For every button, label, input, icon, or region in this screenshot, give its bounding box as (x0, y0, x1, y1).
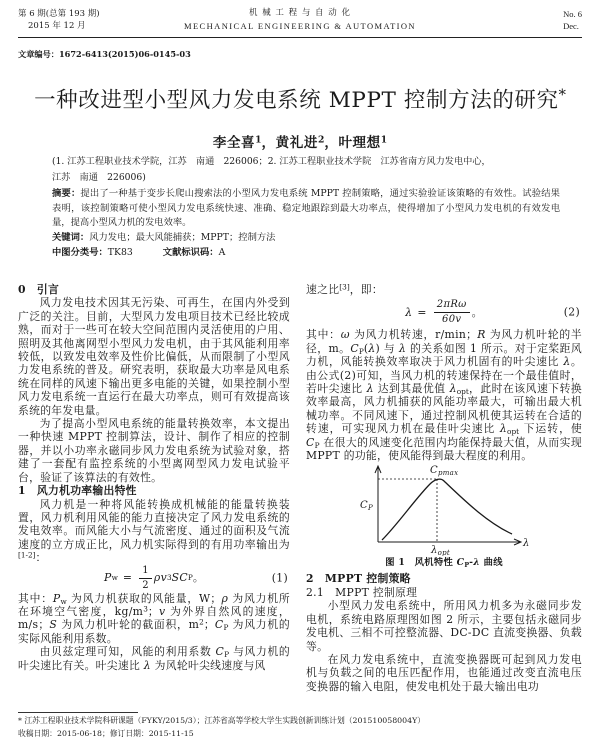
journal-title-cn: 机 械 工 程 与 自 动 化 (249, 8, 351, 18)
text-run: 为外界自然风的速度，m/s； (18, 604, 290, 632)
paragraph (18, 498, 290, 565)
x-axis-label: λ (523, 538, 530, 550)
paragraph (306, 283, 582, 296)
abstract (52, 187, 560, 231)
equation-2-body (405, 299, 482, 326)
text-run: 为风力机所在环境空气密度，kg/m (18, 591, 290, 618)
abstract-text: 提出了一种基于变步长爬山搜索法的小型风力发电系统 MPPT 控制策略，通过实验验证该策略的有效性。试验结果表明，该控制策略可使小型风力发电系统快速、准确、稳定地跟踪到最大功率点，使得增加了小型风力发电机的有效发电量，提高小型风力机的发电效率。 (52, 188, 560, 229)
equation-number: (2) (563, 305, 580, 319)
equation-term: ρv (153, 571, 167, 585)
figure-1 (306, 462, 582, 556)
tip-speed-ratio-symbol: λ (405, 305, 413, 319)
paper-title (20, 88, 580, 114)
text-run: 与风力机的叶尖速比有关。叶尖速比 (18, 645, 290, 672)
issue-number-en (563, 8, 582, 32)
y-axis-label-sub: P (367, 504, 373, 513)
italic-symbol: λ (368, 341, 376, 355)
text-run: 。由公式(2)可知，当风力机的转速保持在一个最佳值时，若叶尖速比 (306, 355, 582, 396)
subscript: opt (507, 427, 520, 437)
text-run: ( (363, 341, 369, 355)
section-heading-intro: 0 引言 (18, 283, 60, 296)
italic-symbol: λ (499, 422, 508, 436)
issue-month: Dec. (563, 21, 579, 31)
peak-label (430, 465, 458, 477)
superscript: [3] (339, 283, 350, 292)
equation-1-body: P w = $\frac{1}{2}$ ρv 3 SC P 。 (104, 564, 204, 591)
equals-sign: = (122, 571, 133, 585)
subscript: P (224, 650, 229, 660)
italic-symbol: C (214, 618, 224, 632)
italic-symbol: C (306, 435, 315, 449)
text-run: 其中： (18, 591, 53, 605)
text-run: ，此时在该风速下转换效率最高，风力机捕获的风能功率最大，可输出最大机械功率。不同风速下，通过控制风机使其运转在合适的转速，可实现风力机在最佳叶尖速比 (306, 382, 582, 436)
text-run: ； (203, 618, 215, 632)
subscript: w (60, 596, 67, 606)
text-run: ； (147, 604, 159, 618)
italic-symbol: P (52, 591, 61, 605)
issue-date: 2015 年 12 月 (28, 21, 86, 31)
fraction (139, 565, 152, 592)
affiliations (52, 154, 562, 186)
text-run: 为风力机获取的风能量，W； (66, 591, 222, 605)
cp-lambda-plot (306, 462, 582, 556)
peak-label-sub: pmax (437, 469, 459, 478)
italic-symbol: λ (399, 341, 407, 355)
subsection-heading-2-1: 2.1 MPPT 控制原理 (306, 585, 418, 599)
italic-symbol: λ (473, 557, 481, 569)
superscript: 2 (199, 617, 204, 627)
text-run: 的关系如图 1 所示。对于定桨距风力机，风能转换效率取决于风力机固有的叶尖速比 (306, 341, 582, 369)
affiliation-line: (1. 江苏工程职业技术学院，江苏 南通 226006；2. 江苏工程职业技术学院 江苏省南方风力发电中心， (52, 156, 491, 167)
text-run: 在很大的风速变化范围内均能保持最大值，从而实现 MPPT 的功能，使风能得到最大程度的利用。 (306, 435, 582, 463)
italic-symbol: v (159, 604, 166, 618)
numerator: 2πRω (434, 299, 470, 313)
journal-name (150, 7, 450, 33)
italic-symbol: S (49, 618, 58, 632)
paragraph: 为了提高小型风电系统的能量转换效率，本文提出一种快速 MPPT 控制算法，设计、制作了相应的控制器，并以小功率永磁同步风力发电系统为试验对象，搭建了一套配有监控系统的小型离网型风力发电试验平台，验证了该算法的有效性。 (18, 417, 290, 484)
text-run: 下运转，使 (519, 422, 582, 436)
numerator: 1 (139, 565, 152, 579)
funding-note: * 江苏工程职业技术学院科研课题（FYKY/2015/3）；江苏省高等学校大学生实践创新训练计划（201510058004Y） (18, 716, 426, 725)
doc-code-label: 文献标识码： (162, 247, 219, 258)
denominator: 2 (142, 579, 149, 591)
paragraph: 风力发电技术因其无污染、可再生，在国内外受到广泛的关注。目前，大型风力发电项目技术已经比较成熟，而对于一些可在较大空间范围内灵活使用的户用、照明及其他离网型小型风力发电机，由于其风能利用率较低，以致发电效率及性价比偏低，从而限制了小型风力发电系统的普及。研究表明，获取最大功率是风电系统在同样的风速下输出更多电能的关键，如果控制小型风力发电系统一直运行在最大功率点，则可有效提高该系统的年发电量。 (18, 296, 290, 417)
italic-symbol: ω (340, 328, 350, 342)
italic-symbol: ρ (221, 591, 229, 605)
figure-caption (306, 556, 582, 570)
superscript: 3 (143, 604, 148, 614)
superscript: * (558, 86, 566, 104)
left-column (18, 283, 290, 707)
subscript: P (314, 440, 320, 450)
abstract-label: 摘要： (52, 188, 81, 199)
italic-symbol: R (477, 328, 486, 342)
x-optimum-label-sub: opt (437, 549, 451, 557)
equation-term: SC (171, 571, 188, 585)
italic-symbol: λ (143, 658, 151, 672)
text-run: 为风力机的实际风能利用系数。 (18, 618, 290, 645)
text-run: 由贝兹定理可知，风能的利用系数 (39, 645, 216, 659)
issue-number: 第 6 期(总第 193 期) (18, 9, 100, 19)
italic-symbol: λ (449, 382, 457, 396)
footnote-rule (18, 712, 138, 713)
text-run: 图 1 风机特性 (385, 557, 457, 569)
paragraph (306, 328, 582, 462)
text-run: 为风力机叶轮的半径，m。 (306, 328, 582, 355)
header-rule (18, 37, 582, 38)
subscript: P (223, 623, 229, 633)
paragraph (18, 592, 290, 646)
paragraph (18, 645, 290, 672)
equals-sign: = (417, 305, 427, 319)
clc-code: TK83 (107, 247, 133, 258)
text-run: ，黄礼进 (261, 135, 318, 151)
paragraph: 小型风力发电系统中，所用风力机多为永磁同步发电机，系统电路原理图如图 2 所示，主要包括永磁同步发电机、三相不可控整流器、DC-DC 直流变换器、负载等。 (306, 599, 582, 653)
text-run: ： (35, 551, 47, 565)
text-run: ，叶理想 (324, 135, 381, 151)
power-symbol: P (104, 571, 112, 585)
right-column (306, 283, 582, 707)
text-run: 达到其最优值 (373, 382, 450, 396)
text-run: 一种改进型小型风力发电系统 MPPT 控制方法的研究 (34, 88, 559, 113)
text-run: 风力机是一种将风能转换成机械能的能量转换装置，风力机利用风能的能力直接决定了风力发电系统的发电效率。而风能大小与气流密度、通过的面积及气流速度的立方成正比，风力机实际得到的有用功率输出为 (18, 497, 290, 551)
x-optimum-label (430, 545, 450, 556)
italic-symbol: C (350, 341, 359, 355)
footnotes (18, 715, 588, 740)
y-axis-label-main: C (360, 500, 368, 512)
text-run: 为风力机转速，r/min； (349, 328, 478, 342)
superscript: 1 (380, 134, 388, 146)
subscript: opt (456, 387, 469, 397)
superscript: 2 (317, 134, 325, 146)
italic-symbol: C (456, 557, 465, 569)
text-run: - (469, 557, 474, 569)
affiliation-line: 江苏 南通 226006) (52, 172, 146, 183)
keywords-text: 风力发电；最大风能捕获；MPPT；控制方法 (89, 232, 276, 243)
section-heading-1: 1 风力机功率输出特性 (18, 484, 137, 498)
section-heading-2: 2 MPPT 控制策略 (306, 572, 411, 586)
doc-code: A (218, 247, 226, 258)
text-run: ，即： (349, 283, 383, 296)
journal-title-en: MECHANICAL ENGINEERING & AUTOMATION (184, 21, 416, 31)
text-run: 速之比 (306, 283, 340, 296)
text-run: 其中： (306, 328, 341, 342)
x-optimum-label-main: λ (431, 545, 438, 557)
subscript: P (358, 346, 364, 356)
cp-curve (382, 480, 512, 541)
classification (52, 246, 560, 260)
received-dates: 收稿日期：2015-06-18；修订日期：2015-11-15 (18, 728, 194, 738)
article-number: 文章编号：1672-6413(2015)06-0145-03 (18, 49, 191, 59)
italic-symbol: C (215, 645, 225, 659)
text-run: 为风力机叶轮的截面积，m (57, 618, 200, 632)
equation-1 (18, 565, 290, 592)
paragraph: 在风力发电系统中，直流变换器既可起到风力发电机与负载之间的电压匹配作用，也能通过改变直流电压变换器的输入电阻，使发电机处于最大输出电功 (306, 652, 582, 693)
y-axis-label (360, 500, 373, 512)
denominator: 60v (442, 313, 462, 325)
clc-label: 中图分类号： (52, 247, 108, 258)
text-run: ) 与 (375, 341, 399, 355)
italic-symbol: λ (366, 382, 374, 396)
superscript: [1-2] (18, 550, 36, 560)
italic-symbol: λ (563, 355, 571, 369)
issue-info (18, 8, 100, 32)
text-run: 李全喜 (212, 135, 256, 151)
subscript: P (464, 562, 470, 570)
equation-end: 。 (471, 305, 483, 319)
issue-no: No. 6 (563, 9, 582, 19)
author-list (100, 134, 500, 152)
peak-label-main: C (430, 465, 438, 477)
superscript: 1 (255, 134, 262, 146)
text-run: 为风轮叶尖线速度与风 (150, 658, 266, 672)
fraction (434, 299, 470, 326)
equation-number: (1) (271, 571, 288, 585)
equation-end: 。 (192, 571, 204, 585)
equation-2 (306, 296, 582, 328)
keywords-label: 关键词： (52, 232, 90, 243)
keywords (52, 231, 560, 245)
text-run: 曲线 (480, 557, 503, 569)
